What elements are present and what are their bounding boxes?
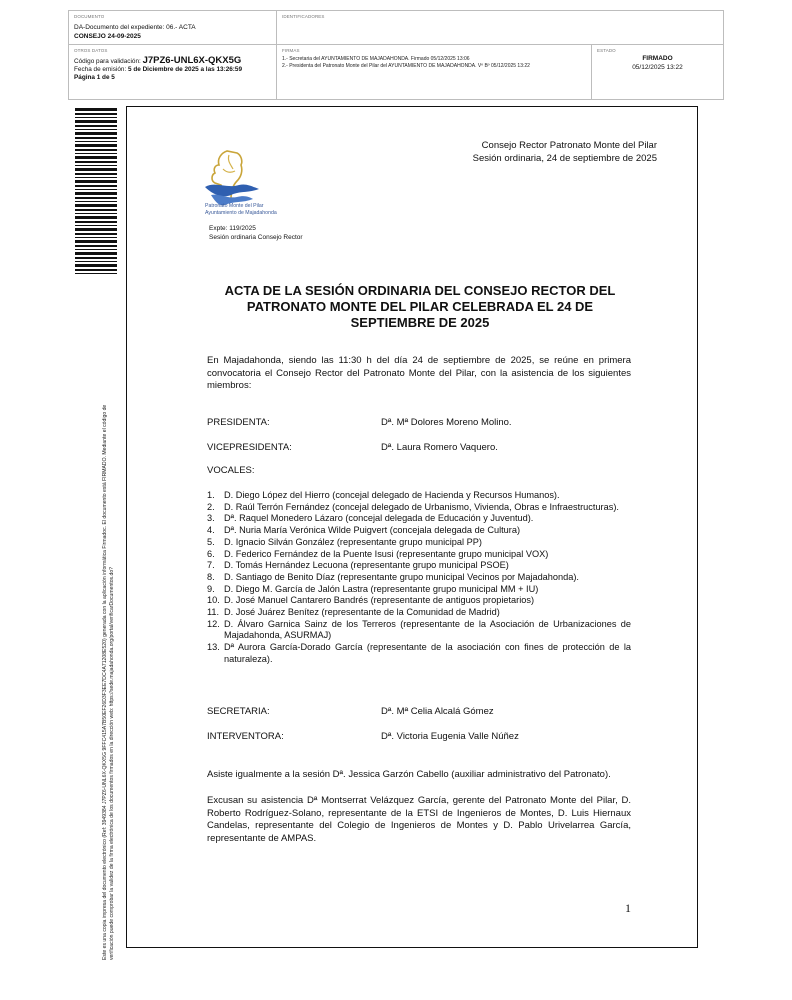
document-cell xyxy=(69,11,277,45)
document-page xyxy=(126,106,698,948)
vocal-number: 9. xyxy=(207,583,215,594)
vocal-text: D. Federico Fernández de la Puente Isusi (representante grupo municipal VOX) xyxy=(224,548,549,559)
vocal-item xyxy=(207,513,631,525)
vocal-number: 8. xyxy=(207,571,215,582)
side-text-line-1: Este es una copia impresa del documento electrónico (Ref: 3949384 J7PZ6-UNL6X-QKX5G 9FFC415A7B50EF26D3F3EE7DC4A71208E520) generada con la aplicación informática Firmadoc. El documento está FIRMADO. Mediante el código de xyxy=(102,404,108,960)
interventora-value: Dª. Victoria Eugenia Valle Núñez xyxy=(381,731,519,742)
vocal-number: 13. xyxy=(207,642,220,653)
vocal-text: D. José Juárez Benítez (representante de la Comunidad de Madrid) xyxy=(224,607,500,618)
vicepresidenta-row xyxy=(207,442,498,454)
vocales-list xyxy=(207,490,631,666)
vocal-number: 1. xyxy=(207,490,215,500)
vocal-item xyxy=(207,490,631,502)
interventora-label: INTERVENTORA: xyxy=(207,731,284,742)
intro-paragraph: En Majadahonda, siendo las 11:30 h del día 24 de septiembre de 2025, se reúne en primera convocatoria el Consejo Rector del Patronato Monte del Pilar, con la asistencia de los siguientes miembros: xyxy=(207,355,631,391)
file-number: Expte: 119/2025 xyxy=(209,225,256,232)
vocal-number: 12. xyxy=(207,618,220,629)
status-label: ESTADO xyxy=(597,48,616,53)
patronato-logo-icon xyxy=(187,143,277,233)
vocal-item xyxy=(207,549,631,561)
page-count: Página 1 de 5 xyxy=(74,74,115,81)
secretaria-row xyxy=(207,706,494,718)
page-number: 1 xyxy=(625,901,631,915)
file-session: Sesión ordinaria Consejo Rector xyxy=(209,233,303,241)
vocal-number: 3. xyxy=(207,513,215,524)
other-data-cell xyxy=(69,45,277,99)
vocal-item xyxy=(207,595,631,607)
vocal-item xyxy=(207,584,631,596)
vocal-number: 6. xyxy=(207,548,215,559)
vocal-number: 5. xyxy=(207,536,215,547)
vocal-item xyxy=(207,572,631,584)
status-date: 05/12/2025 13:22 xyxy=(632,64,683,71)
secretaria-label: SECRETARIA: xyxy=(207,706,270,717)
excused-paragraph: Excusan su asistencia Dª Montserrat Velázquez García, gerente del Patronato Monte del Pilar, D. Roberto Rodríguez-Solano, representante de la ETSI de Ingenieros de Montes, D. Luis Hiernaux Candelas, representante del Colegio de Ingenieros de Montes y D. Pablo Urivelarrea García, representante de AMPAS. xyxy=(207,795,631,844)
running-header-line-1: Consejo Rector Patronato Monte del Pilar xyxy=(481,140,657,151)
secretaria-value: Dª. Mª Celia Alcalá Gómez xyxy=(381,706,494,717)
vocal-item xyxy=(207,642,631,665)
vocal-text: Dª. Nuria María Verónica Wilde Puigvert (concejala delegada de Cultura) xyxy=(224,525,521,536)
signature-1: 1.- Secretaria del AYUNTAMIENTO DE MAJADAHONDA. Firmado 05/12/2025 13:06 xyxy=(282,56,470,62)
vocal-text: D. Santiago de Benito Díaz (representante grupo municipal Vecinos por Majadahonda). xyxy=(224,571,579,582)
emission-prefix: Fecha de emisión: xyxy=(74,66,127,73)
vocal-number: 2. xyxy=(207,501,215,512)
presidenta-row xyxy=(207,417,512,429)
validation-prefix: Código para validación: xyxy=(74,58,141,65)
attendance-paragraph: Asiste igualmente a la sesión Dª. Jessica Garzón Cabello (auxiliar administrativo del Patronato). xyxy=(207,769,611,780)
vocal-text: D. José Manuel Cantarero Bandrés (representante de antiguos propietarios) xyxy=(224,595,534,606)
running-header-line-2: Sesión ordinaria, 24 de septiembre de 2025 xyxy=(472,153,657,164)
vocal-text: Dª. Raquel Monedero Lázaro (concejal delegada de Educación y Juventud). xyxy=(224,513,534,524)
vocal-item xyxy=(207,525,631,537)
vocal-text: D. Tomás Hernández Lecuona (representante grupo municipal PSOE) xyxy=(224,560,509,571)
identifiers-cell xyxy=(277,11,723,45)
vocales-label: VOCALES: xyxy=(207,465,255,476)
signatures-label: FIRMAS xyxy=(282,48,300,53)
logo-caption xyxy=(205,203,277,216)
vocal-text: D. Ignacio Silván González (representante grupo municipal PP) xyxy=(224,536,482,547)
document-name-2: CONSEJO 24-09-2025 xyxy=(74,33,141,40)
emission-date: 5 de Diciembre de 2025 a las 13:26:59 xyxy=(128,66,243,73)
vocal-text: D. Álvaro Garnica Sainz de los Terreros (representante de la Asociación de Urbanizaciones de Majadahonda, ASURMAJ) xyxy=(224,618,631,641)
side-text-line-2: verificación puede comprobar la validez de la firma electrónica de los documentos firmados en la dirección web: https://sede.majadahonda.org/portal/verificarDocumentos.do? xyxy=(109,567,115,960)
logo-caption-line-2: Ayuntamiento de Majadahonda xyxy=(205,209,277,216)
barcode-image xyxy=(75,108,117,276)
signature-2: 2.- Presidenta del Patronato Monte del Pilar del AYUNTAMIENTO DE MAJADAHONDA. Vº Bº 05/12/2025 13:22 xyxy=(282,62,530,69)
validation-code: J7PZ6-UNL6X-QKX5G xyxy=(142,55,242,66)
vocal-text: D. Diego López del Hierro (concejal delegado de Hacienda y Recursos Humanos). xyxy=(224,490,560,500)
vocal-number: 4. xyxy=(207,525,215,536)
interventora-row xyxy=(207,731,519,743)
status-value: FIRMADO xyxy=(642,55,673,62)
vocal-item xyxy=(207,560,631,572)
vocal-item xyxy=(207,502,631,514)
presidenta-value: Dª. Mª Dolores Moreno Molino. xyxy=(381,417,512,428)
signatures-cell xyxy=(277,45,592,99)
vocal-item xyxy=(207,537,631,549)
identifiers-label: IDENTIFICADORES xyxy=(282,14,325,19)
vocal-item xyxy=(207,619,631,642)
vocal-text: D. Diego M. García de Jalón Lastra (representante grupo municipal MM + IU) xyxy=(224,583,539,594)
other-data-label: OTROS DATOS xyxy=(74,48,108,53)
vocal-number: 7. xyxy=(207,560,215,571)
status-cell xyxy=(592,45,723,99)
vocal-text: Dª Aurora García-Dorado García (representante de la asociación con fines de protección de la naturaleza). xyxy=(224,642,631,664)
document-title: ACTA DE LA SESIÓN ORDINARIA DEL CONSEJO RECTOR DEL PATRONATO MONTE DEL PILAR CELEBRADA EL 24 DE SEPTIEMBRE DE 2025 xyxy=(224,283,616,330)
running-header xyxy=(473,139,657,165)
vicepresidenta-label: VICEPRESIDENTA: xyxy=(207,442,292,453)
vocal-text: D. Raúl Terrón Fernández (concejal delegado de Urbanismo, Vivienda, Obras e Infraestructuras). xyxy=(224,501,619,512)
vocal-number: 11. xyxy=(207,607,220,618)
vocal-number: 10. xyxy=(207,595,220,606)
document-label: DOCUMENTO xyxy=(74,14,105,19)
vocal-item xyxy=(207,607,631,619)
logo-caption-line-1: Patronato Monte del Pilar xyxy=(205,203,264,209)
side-verification-text xyxy=(102,300,116,960)
signature-header xyxy=(68,10,724,100)
file-reference xyxy=(209,225,303,242)
presidenta-label: PRESIDENTA: xyxy=(207,417,270,428)
vicepresidenta-value: Dª. Laura Romero Vaquero. xyxy=(381,442,498,453)
document-name: DA-Documento del expediente: 06.- ACTA xyxy=(74,24,196,31)
